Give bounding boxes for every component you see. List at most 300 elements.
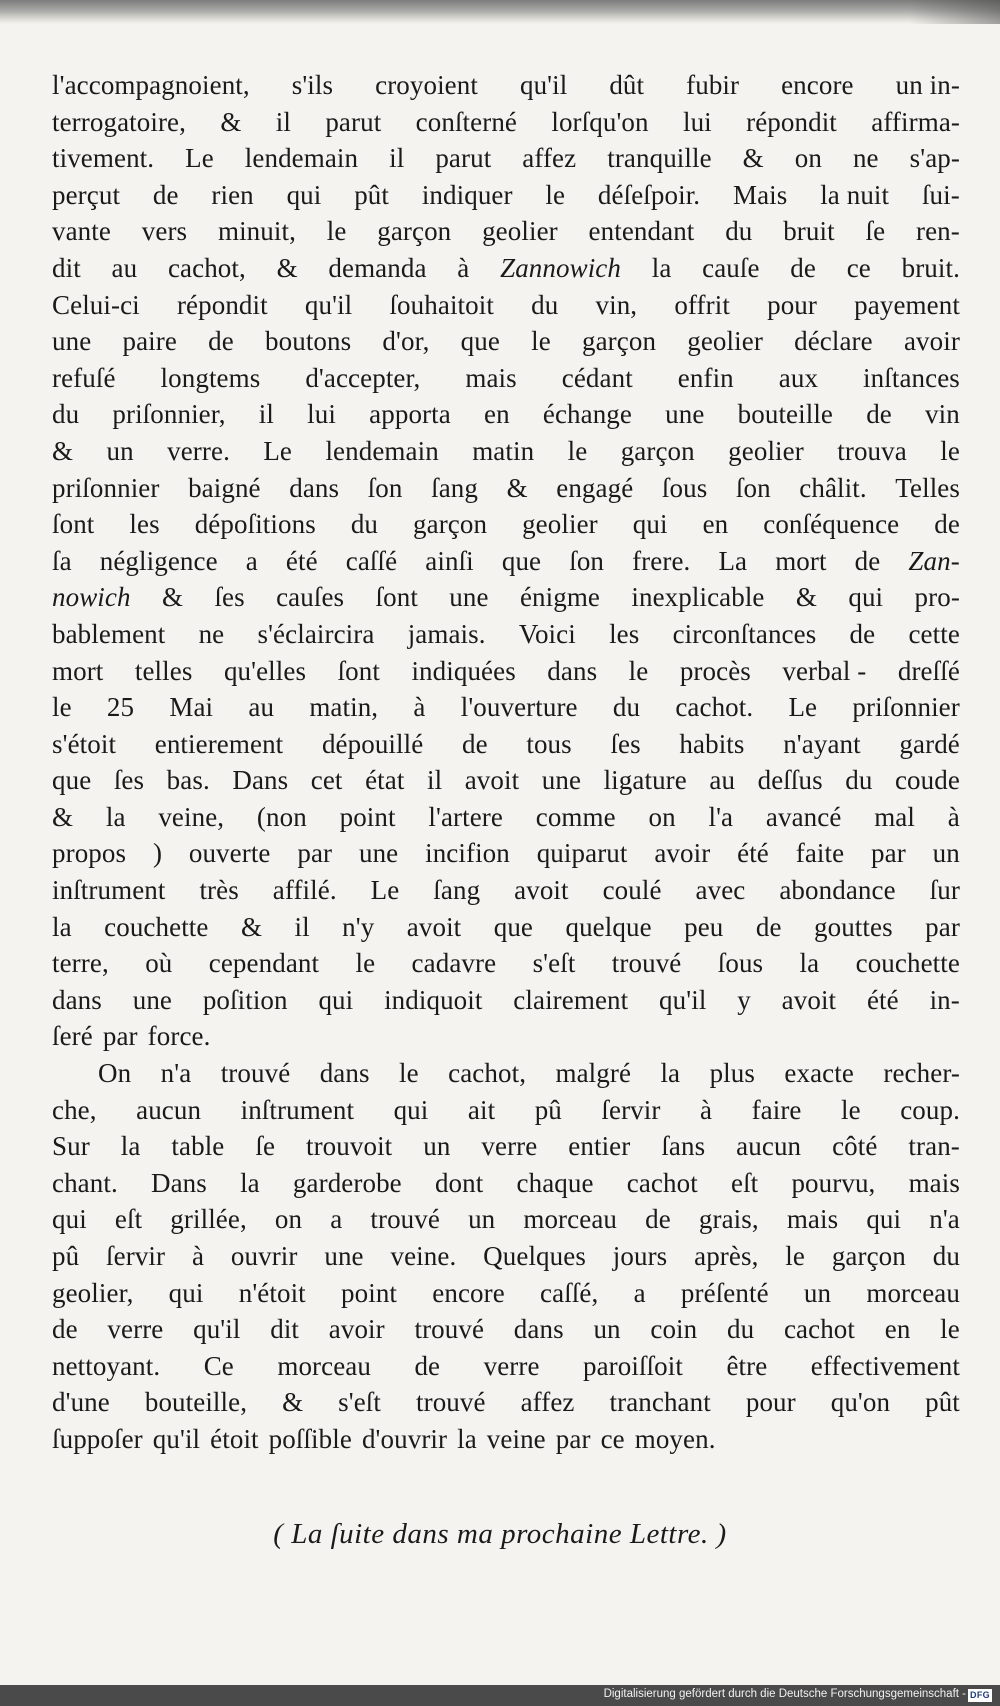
text-word: trouva [837, 435, 907, 466]
text-word: & [240, 911, 263, 942]
text-line [52, 765, 960, 802]
text-word: ſuppoſer [52, 1423, 143, 1454]
text-word: inexplicable [631, 582, 765, 613]
text-word: cachot [783, 1314, 855, 1345]
text-word: Zannowich [500, 252, 621, 283]
text-word: verre [107, 1314, 164, 1345]
text-word: affez [522, 143, 577, 174]
text-word: du [845, 765, 873, 796]
text-word: le [399, 1058, 419, 1089]
text-word: couchette [104, 911, 209, 942]
text-word: d'ouvrir [361, 1423, 448, 1454]
text-word: ſont [337, 655, 380, 686]
text-word: la [651, 252, 672, 283]
text-word: qui [866, 1204, 902, 1235]
text-word: gouttes [814, 911, 893, 942]
text-word: ſervir [106, 1241, 166, 1271]
text-word: a [633, 1277, 646, 1308]
text-word: lorſqu'on [551, 106, 649, 137]
text-word: Celui-ci [52, 289, 140, 320]
text-word: trouvé [414, 1314, 485, 1345]
text-word: mort [52, 655, 104, 686]
text-word: dans [289, 472, 340, 503]
text-word: cachot [626, 1167, 698, 1198]
text-word: & [506, 472, 528, 503]
text-word: qu'il [304, 289, 353, 320]
text-word: & [742, 143, 764, 174]
text-word: cachot. [675, 692, 754, 723]
text-word: après, [694, 1241, 759, 1271]
text-word: ſervir [601, 1094, 661, 1125]
text-word: 25 [106, 692, 135, 723]
text-word: bouteille, [144, 1387, 248, 1418]
text-word: on [648, 801, 676, 832]
text-line [52, 363, 960, 400]
footer-bar [0, 1685, 1000, 1706]
text-word: verre [481, 1131, 538, 1162]
text-word: & [276, 252, 298, 283]
text-word: dont [434, 1167, 484, 1198]
text-word: dit [270, 1314, 300, 1345]
text-word: ouverte [188, 838, 271, 869]
text-word: verre. [167, 435, 230, 466]
text-word: le [326, 216, 347, 247]
text-word: qu'il [152, 1423, 201, 1454]
text-word: coude [894, 765, 960, 796]
text-word: de [52, 1314, 78, 1345]
text-word: geolier [728, 435, 804, 466]
text-word: côté [832, 1131, 878, 1162]
text-word: en [884, 1314, 911, 1345]
text-word: entier [568, 1131, 631, 1162]
text-word: jours [612, 1241, 668, 1271]
text-word: ſous [661, 472, 708, 503]
text-line [52, 290, 960, 327]
text-word: Le [370, 875, 400, 906]
text-word: la [105, 801, 126, 832]
text-word: de [462, 728, 488, 759]
text-word: parut [435, 143, 492, 174]
text-word: d'une [52, 1387, 110, 1418]
text-line [52, 875, 960, 912]
text-word: inſtances [863, 362, 960, 393]
text-word: ainſi [425, 545, 474, 576]
text-word: d'accepter, [305, 362, 421, 393]
text-word: comme [535, 801, 616, 832]
text-word: du [350, 509, 379, 540]
text-word: de [849, 618, 876, 649]
text-word: fubir [686, 70, 740, 100]
text-word: cachot, [448, 1058, 527, 1089]
text-word: une [358, 838, 399, 869]
text-word: le [628, 655, 649, 686]
text-word: avoit [514, 875, 569, 906]
text-word: ſe [255, 1131, 276, 1162]
text-word: & [220, 106, 242, 137]
text-word: geolier [522, 509, 598, 540]
text-word: demanda [328, 252, 427, 283]
text-word: étoit [210, 1423, 259, 1454]
text-word: la [52, 911, 72, 942]
text-word: coulé [602, 875, 662, 906]
text-word: à [457, 252, 470, 283]
text-word: circonſtances [672, 618, 817, 649]
text-word: effectivement [810, 1350, 960, 1381]
text-word: avoir [328, 1314, 385, 1345]
text-word: ce [846, 252, 871, 283]
text-word: propos [52, 838, 127, 869]
text-word: matin [472, 435, 535, 466]
text-word: il [258, 399, 274, 430]
text-word: qui [848, 582, 884, 613]
text-line [52, 985, 960, 1022]
text-word: cependant [208, 948, 320, 979]
text-word: ne [198, 618, 225, 649]
text-word: morceau [523, 1204, 618, 1235]
text-word: conſéquence [763, 509, 900, 540]
text-word: qui [168, 1277, 204, 1308]
text-word: châlit. [799, 472, 867, 503]
text-word: énigme [519, 582, 601, 613]
text-word: avec [695, 875, 746, 906]
page-corner-shadow [910, 0, 1000, 24]
text-word: une [665, 399, 705, 430]
text-word: & [52, 435, 74, 466]
text-word: vin [925, 399, 960, 430]
text-word: s'eſt [532, 948, 576, 979]
text-word: priſonnier, [112, 399, 226, 430]
text-word: enfin [677, 362, 734, 393]
text-word: La [718, 545, 748, 576]
text-word: un [803, 1277, 832, 1308]
text-word: poſition [202, 984, 288, 1015]
text-word: que [460, 326, 500, 357]
text-word: ce [600, 1423, 625, 1454]
text-word: cauſe [702, 252, 760, 283]
text-word: minuit, [217, 216, 296, 247]
text-word: négligence [99, 545, 218, 576]
text-word: lendemain [325, 435, 439, 466]
text-word: cadavre [411, 948, 497, 979]
text-word: la [457, 1423, 477, 1454]
text-word: affez [520, 1387, 575, 1418]
text-word: à [191, 1241, 205, 1271]
text-word: le [567, 435, 588, 466]
text-word: à [947, 801, 960, 832]
text-word: du [725, 216, 753, 247]
text-word: bas. [166, 765, 210, 796]
text-word: par [925, 911, 960, 942]
text-word: un [468, 1204, 496, 1235]
text-word: qui [393, 1094, 429, 1125]
text-word: baigné [188, 472, 261, 503]
text-word: le [355, 948, 376, 979]
text-word: le [940, 435, 960, 466]
text-word: l'a [708, 801, 734, 832]
text-word: priſonnier [52, 472, 160, 503]
text-word: une [324, 1241, 364, 1271]
text-line [52, 1058, 960, 1095]
text-word: ne [852, 143, 879, 174]
text-word: tran- [908, 1131, 960, 1162]
text-word: plus [709, 1058, 755, 1089]
text-word: avoir [654, 838, 711, 869]
text-word: que [501, 545, 542, 576]
text-word: coin [650, 1314, 698, 1345]
text-word: bruit [783, 216, 835, 247]
text-word: de [152, 179, 179, 210]
text-word: été [285, 545, 318, 576]
text-line [52, 802, 960, 839]
body-text [52, 70, 960, 1461]
text-word: mais [908, 1167, 960, 1198]
text-word: avancé [765, 801, 842, 832]
text-word: ſes [214, 582, 245, 613]
text-line [52, 619, 960, 656]
text-word: ſont [52, 509, 95, 540]
text-word: geolier [687, 326, 763, 357]
text-word: lui [682, 106, 712, 137]
text-word: frere. [632, 545, 691, 576]
text-word: la [799, 948, 820, 979]
text-word: peu [684, 911, 724, 942]
text-word: Dans [232, 765, 289, 796]
text-word: les [129, 509, 160, 540]
text-word: trouvé [220, 1058, 291, 1089]
text-word: tranchant [609, 1387, 711, 1418]
text-word: de [645, 1204, 671, 1235]
text-word: ſang [433, 875, 481, 906]
text-word: garçon [582, 326, 657, 357]
text-word: encore [781, 70, 854, 100]
text-word: nowich [52, 582, 131, 613]
text-word: le [52, 692, 72, 723]
text-word: à [699, 1094, 713, 1125]
text-word: par [871, 838, 906, 869]
text-word: garçon [831, 1241, 906, 1271]
text-word: du [531, 289, 559, 320]
text-line [52, 729, 960, 766]
text-word: malgré [555, 1058, 632, 1089]
text-word: il [294, 911, 310, 942]
text-word: dans [52, 984, 102, 1015]
text-line [52, 1131, 960, 1168]
text-word: terre, [52, 948, 109, 979]
text-word: que [52, 765, 92, 796]
text-line [52, 1387, 960, 1424]
text-word: lendemain [244, 143, 359, 174]
text-word: au [709, 765, 736, 796]
text-word: garçon [413, 509, 488, 540]
text-word: dût [609, 70, 645, 100]
text-word: pût [925, 1387, 960, 1418]
text-word: ſui- [921, 179, 960, 210]
text-word: conſterné [415, 106, 518, 137]
text-word: morceau [866, 1277, 960, 1308]
text-word: du [932, 1241, 960, 1271]
text-word: veine [486, 1423, 546, 1454]
text-word: ) [152, 838, 163, 869]
text-word: aucun [136, 1094, 202, 1125]
text-line [52, 656, 960, 693]
text-word: déſeſpoir. [597, 179, 701, 210]
text-word: la nuit [820, 179, 890, 210]
text-word: cet [310, 765, 343, 796]
text-word: un [932, 838, 960, 869]
text-word: été [866, 984, 899, 1015]
text-line [52, 912, 960, 949]
text-word: en [702, 509, 729, 540]
text-word: & [795, 582, 817, 613]
text-word: avoit [464, 765, 520, 796]
text-word: bablement [52, 618, 166, 649]
text-word: & [52, 801, 74, 832]
text-line [52, 1021, 960, 1058]
text-line [52, 1204, 960, 1241]
text-word: mais [465, 362, 517, 393]
text-word: habits [679, 728, 745, 759]
text-word: encore [432, 1277, 505, 1308]
text-line [52, 948, 960, 985]
text-word: tranquille [607, 143, 712, 174]
text-word: aucun [736, 1131, 802, 1162]
text-word: du [52, 399, 80, 430]
text-word: Zan- [908, 545, 960, 576]
text-line [52, 692, 960, 729]
text-word: Ce [203, 1350, 234, 1381]
text-word: on [274, 1204, 303, 1235]
text-word: vante [52, 216, 111, 247]
text-word: ſeré [52, 1021, 93, 1052]
text-line [52, 1424, 960, 1461]
text-word: à [413, 692, 426, 723]
text-word: il [275, 106, 291, 137]
text-word: qu'il [193, 1314, 241, 1345]
text-word: poſſible [268, 1423, 352, 1454]
text-word: force. [147, 1021, 211, 1052]
text-word: au [111, 252, 138, 283]
text-word: ſe [865, 216, 886, 247]
text-word: inſtrument [52, 875, 166, 906]
text-word: une [132, 984, 173, 1015]
text-word: quiparut [536, 838, 628, 869]
text-word: un in- [895, 70, 960, 100]
text-word: ſouhaitoit [389, 289, 494, 320]
text-word: Le [263, 435, 293, 466]
text-word: un [423, 1131, 451, 1162]
text-word: n'étoit [238, 1277, 306, 1308]
text-word: grillée, [170, 1204, 247, 1235]
text-word: mort [775, 545, 827, 576]
text-word: procès [679, 655, 751, 686]
text-word: faire [751, 1094, 802, 1125]
text-word: mais [786, 1204, 839, 1235]
text-word: que [493, 911, 534, 942]
text-word: échange [542, 399, 632, 430]
text-word: quelque [565, 911, 652, 942]
text-word: engagé [556, 472, 634, 503]
text-word: Dans [151, 1167, 207, 1198]
text-word: l'artere [428, 801, 503, 832]
text-word: garçon [377, 216, 452, 247]
text-word: dépoſitions [194, 509, 316, 540]
text-word: n'a [929, 1204, 960, 1235]
text-word: cédant [561, 362, 633, 393]
text-word: de [790, 252, 816, 283]
text-word: aux [778, 362, 819, 393]
text-word: d'or, [382, 326, 430, 357]
text-word: bruit. [901, 252, 960, 283]
text-word: dans [513, 1314, 564, 1345]
text-word: offrit [674, 289, 730, 320]
text-word: veine. [390, 1241, 457, 1271]
text-word: ſon [735, 472, 771, 503]
text-word: répondit [176, 289, 268, 320]
continuation-note: ( La ſuite dans ma prochaine Lettre. ) [273, 1518, 727, 1550]
text-word: payement [854, 289, 960, 320]
text-word: au [248, 692, 275, 723]
text-word: parut [325, 106, 382, 137]
text-word: inſtrument [240, 1094, 355, 1125]
text-word: eſt [114, 1204, 143, 1235]
text-word: les [609, 618, 640, 649]
text-word: une [52, 326, 92, 357]
text-word: qui [286, 179, 322, 210]
text-word: pro- [914, 582, 960, 613]
text-line [52, 582, 960, 619]
text-word: matin, [309, 692, 379, 723]
text-word: état [365, 765, 405, 796]
text-word: geolier [482, 216, 558, 247]
text-word: y [737, 984, 751, 1015]
text-word: ouvrir [230, 1241, 298, 1271]
text-word: croyoient [375, 70, 478, 100]
text-word: Le [788, 692, 818, 723]
text-word: indiquer [421, 179, 513, 210]
text-word: apporta [369, 399, 451, 430]
text-line [52, 107, 960, 144]
text-word: paroiſſoit [583, 1350, 683, 1381]
text-word: pû [534, 1094, 562, 1125]
text-word: s'éclaircira [257, 618, 375, 649]
text-word: On [98, 1058, 132, 1089]
text-word: garçon [620, 435, 695, 466]
text-word: trouvoit [305, 1131, 393, 1162]
text-word: l'ouverture [460, 692, 578, 723]
text-word: Quelques [483, 1241, 586, 1271]
text-word: chant. [52, 1167, 118, 1198]
text-word: par [102, 1021, 138, 1052]
text-word: qu'on [830, 1387, 891, 1418]
text-line [52, 70, 960, 107]
text-word: par [297, 838, 333, 869]
text-word: ſes [113, 765, 145, 796]
text-line [52, 838, 960, 875]
text-word: pourvu, [791, 1167, 876, 1198]
text-line [52, 180, 960, 217]
text-word: ſont [375, 582, 418, 613]
text-line [52, 509, 960, 546]
text-word: deſſus [757, 765, 823, 796]
text-word: cachot, [167, 252, 246, 283]
text-word: été [737, 838, 769, 869]
text-word: incifion [425, 838, 510, 869]
text-word: dans [547, 655, 598, 686]
text-word: la [240, 1167, 260, 1198]
text-word: le [940, 1314, 960, 1345]
text-word: telles [134, 655, 193, 686]
text-word: n'y [342, 911, 375, 942]
